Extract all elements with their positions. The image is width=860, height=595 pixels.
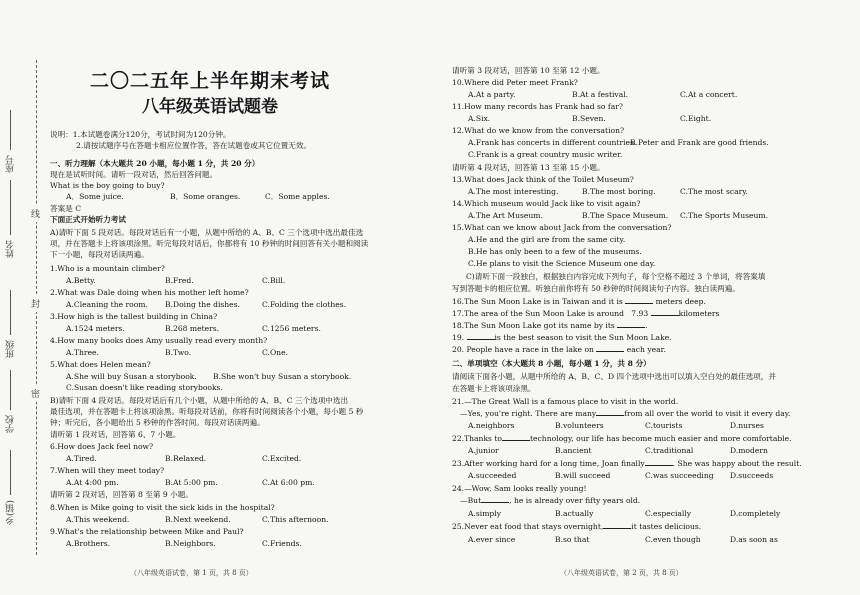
option: C.The Sports Museum. (680, 211, 769, 220)
question-20: 20. People have a race in the lake on each year. (452, 345, 666, 354)
instruction-2: 2.请按试题序号在答题卡相应位置作答，答在试题卷或其它位置无效。 (76, 141, 312, 150)
option: C.At 6:00 pm. (262, 478, 315, 487)
instruction-1: 说明：1.本试题卷满分120分，考试时间为120分钟。 (50, 130, 231, 139)
question: 24.—Wow, Sam looks really young! (452, 484, 587, 493)
option: C.He plans to visit the Science Museum one day. (468, 259, 656, 268)
school-field (10, 370, 11, 410)
text-line: 请听第 1 段对话，回答第 6、7 小题。 (50, 430, 181, 439)
option: A.succeeded (468, 471, 517, 480)
text-line: 下一小题，每段对话读两遍。 (50, 250, 149, 259)
question-16: 16.The Sun Moon Lake is in Taiwan and it is meters deep. (452, 297, 706, 306)
question: 10.Where did Peter meet Frank? (452, 78, 578, 87)
text-line: 现在是试听时间。请听一段对话，然后回答问题。 (50, 170, 218, 179)
question-line: —Yes, you're right. There are many from all over the world to visit it every day. (460, 409, 791, 418)
option: B.Seven. (572, 114, 606, 123)
option: C.At a concert. (680, 90, 738, 99)
option: B.so that (555, 535, 590, 544)
option: A.Three. (66, 348, 99, 357)
option: A.1524 meters. (66, 324, 125, 333)
option: A.neighbors (468, 421, 515, 430)
school-label: 学校 (6, 415, 16, 433)
question-19: 19. is the best season to visit the Sun Moon Lake. (452, 333, 672, 342)
question: 21.—The Great Wall is a famous place to visit in the world. (452, 397, 679, 406)
text-line: 写到答题卡的相应位置。听独白前你将有 50 秒钟的时间阅读句子内容。独白读两遍。 (452, 284, 740, 293)
option: A.ever since (468, 535, 516, 544)
seat-label: 座号 (6, 155, 16, 173)
option: C.traditional (645, 446, 694, 455)
text-line: 请听第 2 段对话，回答第 8 至第 9 小题。 (50, 490, 193, 499)
option: A.Tired. (66, 454, 97, 463)
option: B.At a festival. (572, 90, 629, 99)
option: B.volunteers (555, 421, 604, 430)
question: 3.How high is the tallest building in China? (50, 312, 218, 321)
option: B.Next weekend. (165, 515, 231, 524)
text-line: C)请听下面一段独白，根据独白内容完成下列句子，每个空格不超过 3 个单词，将答案填 (466, 272, 766, 281)
option: A.Betty. (66, 276, 96, 285)
town-field (10, 450, 11, 495)
seal-char-feng: 封 (31, 295, 40, 312)
option: B.will succeed (555, 471, 611, 480)
option: D.nurses (730, 421, 764, 430)
section-1-heading: 一、听力理解（本大题共 20 小题，每小题 1 分，共 20 分） (50, 159, 260, 168)
option: D.as soon as (730, 535, 778, 544)
option: B.At 5:00 pm. (165, 478, 218, 487)
seat-field (10, 110, 11, 150)
option: B.He has only been to a few of the museums. (468, 247, 642, 256)
option: A.junior (468, 446, 499, 455)
option: B.Two. (165, 348, 192, 357)
question: 9.What's the relationship between Mike and Paul? (50, 527, 244, 536)
town-label: 乡(镇) (6, 500, 16, 526)
name-field (10, 180, 11, 235)
option: B.Doing the dishes. (165, 300, 240, 309)
option: D.completely (730, 509, 781, 518)
answer-blank (596, 409, 624, 416)
option: A.Cleaning the room. (66, 300, 148, 309)
question: 23.After working hard for a long time, Joan finally . She was happy about the result. (452, 459, 802, 468)
question-17: 17.The area of the Sun Moon Lake is around 7.93 kilometers (452, 309, 720, 318)
text-line: 在答题卡上将该项涂黑。 (452, 384, 536, 393)
option: A.Frank has concerts in different countries. (468, 138, 637, 147)
option: B．Some oranges. (170, 192, 241, 201)
option: C.Folding the clothes. (262, 300, 347, 309)
option: C.Eight. (680, 114, 712, 123)
question: 12.What do we know from the conversation? (452, 126, 625, 135)
binding-margin (0, 40, 44, 560)
exam-subtitle: 八年级英语试题卷 (142, 97, 278, 117)
option: D.modern (730, 446, 768, 455)
question: 8.When is Mike going to visit the sick kids in the hospital? (50, 503, 275, 512)
question: 22.Thanks to technology, our life has become much easier and more comfortable. (452, 434, 792, 443)
exam-title: 二〇二五年上半年期末考试 (89, 70, 330, 92)
question: 5.What does Helen mean? (50, 360, 151, 369)
answer-blank (651, 309, 679, 316)
question-18: 18.The Sun Moon Lake got its name by its . (452, 321, 648, 330)
answer-blank (645, 459, 673, 466)
class-field (10, 290, 11, 335)
option: B.actually (555, 509, 594, 518)
option: C.One. (262, 348, 288, 357)
question: 6.How does Jack feel now? (50, 442, 154, 451)
section-2-heading: 二、单项填空（本大题共 8 小题，每小题 1 分，共 8 分） (452, 359, 651, 368)
page-footer-right: （八年级英语试卷，第 2 页，共 8 页） (560, 569, 683, 577)
option: A.Six. (468, 114, 491, 123)
option: B.She won't buy Susan a storybook. (213, 372, 352, 381)
text-line: What is the boy going to buy? (50, 181, 165, 190)
text-line: 最佳选项，并在答题卡上将该项涂黑。听每段对话前，你将有时间阅读各个小题，每小题 5 秒 (50, 407, 364, 416)
option: D.succeeds (730, 471, 774, 480)
question: 1.Who is a mountain climber? (50, 264, 165, 273)
text-line: 请听第 4 段对话，回答第 13 至第 15 小题。 (452, 163, 605, 172)
option: A.The most interesting. (468, 187, 559, 196)
seal-char-mi: 密 (31, 385, 40, 402)
class-label: 班级 (6, 340, 16, 358)
option: C.Friends. (262, 539, 302, 548)
option: A．Some juice. (66, 192, 124, 201)
option: A.At 4:00 pm. (66, 478, 119, 487)
answer-blank (625, 297, 653, 304)
option: A.He and the girl are from the same city. (468, 235, 626, 244)
option: C.especially (645, 509, 692, 518)
answer-blank (603, 522, 631, 529)
option: B.Neighbors. (165, 539, 216, 548)
option: C.Excited. (262, 454, 302, 463)
option: C.Frank is a great country music writer. (468, 150, 623, 159)
option: B.The Space Museum. (582, 211, 669, 220)
question: 7.When will they meet today? (50, 466, 165, 475)
text-line: 钟；听完后，各小题给出 5 秒钟的作答时间。每段对话读两遍。 (50, 418, 265, 427)
option: C.Bill. (262, 276, 286, 285)
answer-blank (596, 345, 624, 352)
answer-blank (502, 434, 530, 441)
text-line: 项，并在答题卡上将该项涂黑。听完每段对话后，你都将有 10 秒钟的时间回答有关小题和阅读 (50, 239, 369, 248)
question: 14.Which museum would Jack like to visit again? (452, 199, 641, 208)
option: B.Fred. (165, 276, 194, 285)
option: C.Susan doesn't like reading storybooks. (66, 383, 223, 392)
question: 2.What was Dale doing when his mother left home? (50, 288, 249, 297)
answer-blank (481, 496, 509, 503)
option: C.The most scary. (680, 187, 748, 196)
option: A.Brothers. (66, 539, 111, 548)
text-line: 请听第 3 段对话，回答第 10 至第 12 小题。 (452, 66, 605, 75)
answer-blank (617, 321, 645, 328)
option: A.simply (468, 509, 502, 518)
text-line: 下面正式开始听力考试 (50, 215, 126, 224)
page-footer-left: （八年级英语试卷，第 1 页，共 8 页） (130, 569, 253, 577)
option: C.1256 meters. (262, 324, 321, 333)
option: C．Some apples. (265, 192, 330, 201)
option: A.At a party. (468, 90, 516, 99)
question-line: —But , he is already over fifty years old. (460, 496, 641, 505)
text-line: B)请听下面 4 段对话。每段对话后有几个小题，从题中所给的 A、B、C 三个选项中选出 (50, 396, 349, 405)
question: 25.Never eat food that stays overnight, it tastes delicious. (452, 522, 702, 531)
option: C.tourists (645, 421, 683, 430)
question: 13.What does Jack think of the Toilet Museum? (452, 175, 634, 184)
seal-char-xian: 线 (31, 205, 40, 222)
question: 11.How many records has Frank had so far? (452, 102, 623, 111)
option: A.The Art Museum. (468, 211, 543, 220)
text-line: 请阅读下面各小题，从题中所给的 A、B、C、D 四个选项中选出可以填入空白处的最佳选项，并 (452, 372, 776, 381)
option: B.268 meters. (165, 324, 220, 333)
question: 4.How many books does Amy usually read every month? (50, 336, 268, 345)
option: B.ancient (555, 446, 592, 455)
option: A.This weekend. (66, 515, 130, 524)
option: C.was succeeding (645, 471, 714, 480)
option: B.Relaxed. (165, 454, 207, 463)
text-line: 答案是 C (50, 204, 82, 213)
text-line: A)请听下面 5 段对话。每段对话后有一小题，从题中所给的 A、B、C 三个选项中选出最佳选 (50, 228, 364, 237)
name-label: 姓名 (6, 240, 16, 258)
option: B.Peter and Frank are good friends. (630, 138, 769, 147)
option: C.even though (645, 535, 701, 544)
option: B.The most boring. (582, 187, 656, 196)
option: C.This afternoon. (262, 515, 329, 524)
option: A.She will buy Susan a storybook. (66, 372, 197, 381)
answer-blank (467, 333, 495, 340)
question: 15.What can we know about Jack from the conversation? (452, 223, 672, 232)
